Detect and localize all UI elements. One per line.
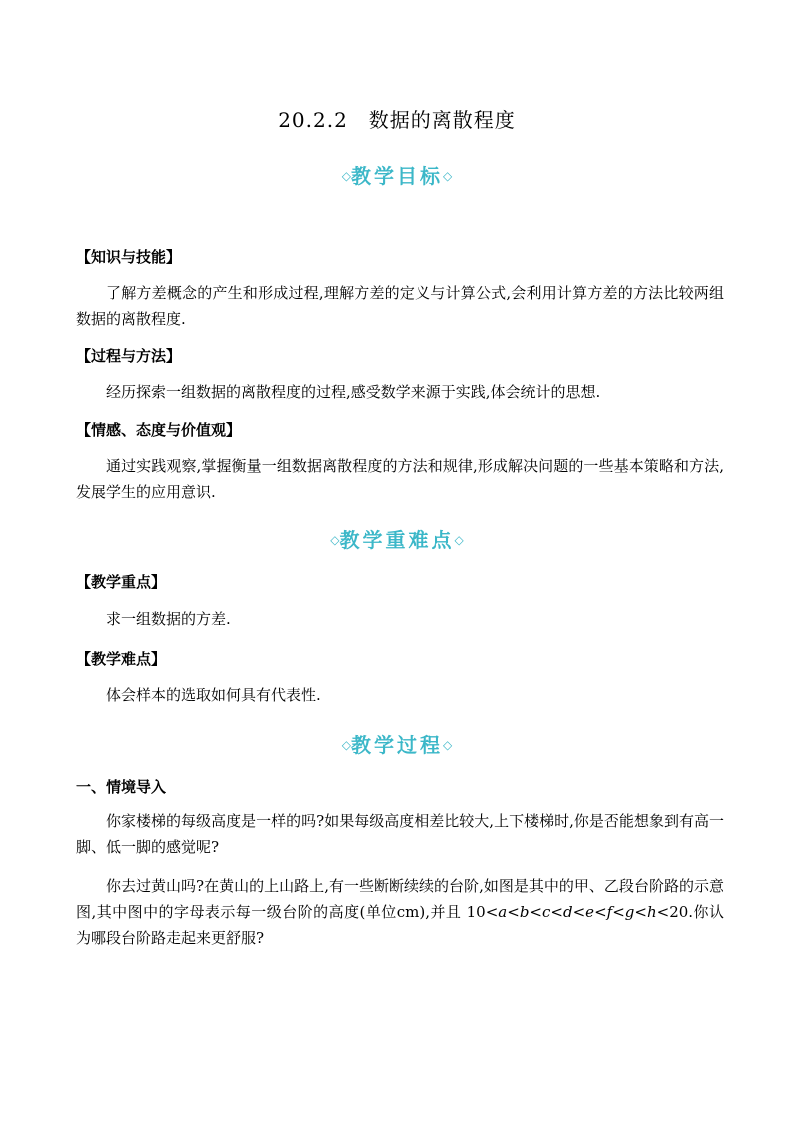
emotion-label: 【情感、态度与价值观】 <box>76 421 242 439</box>
method-paragraph: 经历探索一组数据的离散程度的过程,感受数学来源于实践,体会统计的思想. <box>106 383 601 401</box>
difficulty-paragraph: 体会样本的选取如何具有代表性. <box>106 686 321 704</box>
diamond-icon: ◇ <box>330 533 340 547</box>
section-heading-keypoints <box>0 524 794 553</box>
intro-paragraph-1: 你家楼梯的每级高度是一样的吗?如果每级高度相差比较大,上下楼梯时,你是否能想象到有高一脚、低一脚的感觉呢? <box>76 812 724 856</box>
focus-label: 【教学重点】 <box>76 573 167 591</box>
intro-paragraph-2: 你去过黄山吗?在黄山的上山路上,有一些断断续续的台阶,如图是其中的甲、乙段台阶路的示意图,其中图中的字母表示每一级台阶的高度(单位cm),并且 10<a<b<c<d<e<f<g<h<20.你认为哪段台阶路走起来更舒服? <box>76 877 724 947</box>
section-heading-text: 教学过程 <box>351 733 443 757</box>
section-heading-objectives <box>0 160 794 189</box>
diamond-icon: ◇ <box>341 169 351 183</box>
section-heading-process <box>0 729 794 758</box>
diamond-icon: ◇ <box>443 169 453 183</box>
diamond-icon: ◇ <box>443 738 453 752</box>
diamond-icon: ◇ <box>454 533 464 547</box>
emotion-paragraph: 通过实践观察,掌握衡量一组数据离散程度的方法和规律,形成解决问题的一些基本策略和方法,发展学生的应用意识. <box>76 457 724 501</box>
knowledge-label: 【知识与技能】 <box>76 248 182 266</box>
diamond-icon: ◇ <box>341 738 351 752</box>
section-heading-text: 教学目标 <box>351 164 443 188</box>
section-heading-text: 教学重难点 <box>339 528 455 552</box>
knowledge-paragraph: 了解方差概念的产生和形成过程,理解方差的定义与计算公式,会利用计算方差的方法比较两组数据的离散程度. <box>76 284 724 328</box>
intro-heading: 一、情境导入 <box>76 778 167 796</box>
method-label: 【过程与方法】 <box>76 347 182 365</box>
focus-paragraph: 求一组数据的方差. <box>106 610 231 628</box>
difficulty-label: 【教学难点】 <box>76 650 167 668</box>
page-title: 20.2.2 数据的离散程度 <box>278 108 516 132</box>
